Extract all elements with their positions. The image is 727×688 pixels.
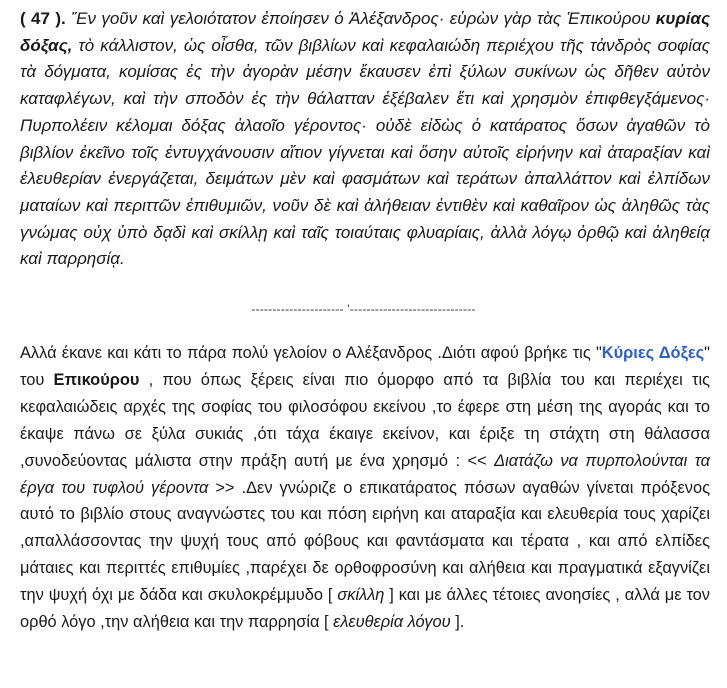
- section-separator: ---------------------- '------------------------------: [251, 302, 476, 316]
- skilli-term: σκίλλη: [337, 586, 385, 605]
- translation-part-2: " του: [20, 344, 710, 389]
- translation-part-5: ] και με άλλες τέτοιες ανοησίες , αλλά με τον ορθό λόγο ,την αλήθεια και την παρρησία [: [20, 586, 710, 632]
- translation-part-1: Αλλά έκανε και κάτι το πάρα πολύ γελοίον ο Αλέξανδρος .Διότι αφού βρήκε τις ": [20, 344, 602, 362]
- epikourou-name: Επικούρου: [53, 370, 140, 389]
- section-number: ( 47 ).: [20, 9, 66, 28]
- ancient-text-part-2: τὸ κάλλιστον, ὡς οἶσθα, τῶν βιβλίων καὶ κεφαλαιώδη περιέχου τῆς τἀνδρὸς σοφίας τὰ δόγματα, κομίσας ἐς τὴν ἀγορὰν μέσην ἔκαυσεν ἐπὶ ξύλων συκίνων ὡς δῆθεν αὐτὸν καταφλέγων, καὶ τὴν σποδὸν ἐς τὴν θάλατταν ἐξέβαλεν ἔτι καὶ χρησμὸν ἐπιφθεγξάμενος· Πυρπολέειν κέλομαι δόξας ἀλαοῖο γέροντος· οὐδὲ εἰδὼς ὁ κατάρατος ὅσων ἀγαθῶν τὸ βιβλίον ἐκεῖνο τοῖς ἐντυγχάνουσιν αἴτιον γίγνεται καὶ ὅσην αὐτοῖς εἰρήνην καὶ ἀταραξίαν καὶ ἐλευθερίαν ἐνεργάζεται, δειμάτων μὲν καὶ φασμάτων καὶ τεράτων ἀπαλλάττον καὶ ἐλπίδων ματαίων καὶ περιττῶν ἐπιθυμιῶν, νοῦν δὲ καὶ ἀλήθειαν ἐντιθὲν καὶ καθαῖρον ὡς ἀληθῶς τὰς γνώμας οὐχ ὑπὸ δᾳδὶ καὶ σκίλλῃ καὶ ταῖς τοιαύταις φλυαρίαις, ἀλλὰ λόγῳ ὀρθῷ καὶ ἀληθείᾳ καὶ παρρησίᾳ.: [20, 35, 710, 269]
- kyries-doxes-term: Κύριες Δόξες: [601, 344, 705, 362]
- translation-part-3: , που όπως ξέρεις είναι πιο όμορφο από τα βιβλία του και περιέχει τις κεφαλαιώδεις αρχές της σοφίας του φιλοσόφου εκείνου ,το έφερε στη μέση της αγοράς και το έκαψε πάνω σε ξύλα συκιάς ,ότι τάχα έκαιγε εκείνον, και έριξε τη στάχτη στη θάλασσα ,συνοδεύοντας μάλιστα στην πράξη αυτή με ένα χρησμό : <<: [20, 370, 710, 470]
- ancient-greek-paragraph: [20, 6, 710, 273]
- eleftheria-logou-term: ελευθερία λόγου: [333, 613, 451, 632]
- modern-greek-translation: [20, 340, 710, 636]
- ancient-text-part-1: Ἕν γοῦν καὶ γελοιότατον ἐποίησεν ὁ Ἀλέξανδρος· εὑρὼν γὰρ τὰς Ἐπικούρου: [65, 9, 656, 28]
- oracle-quote: Διατάζω να πυρπολούνται τα έργα του τυφλού γέροντα: [20, 451, 711, 497]
- translation-part-4: >> .Δεν γνώριζε ο επικατάρατος πόσων αγαθών γίνεται πρόξενος αυτό το βιβλίο στους αναγνώστες του και πόση ειρήνη και αταραξία και ελευθερία τους χαρίζει ,απαλλάσσοντας την ψυχή τους από φόβους και φαντάσματα και τέρατα , και από ελπίδες μάταιες και περιττές επιθυμίες ,παρέχει δε ορθοφροσύνη και αλήθεια και πραγματικά εξαγνίζει την ψυχή όχι με δάδα και σκυλοκρέμμυδο [: [20, 478, 710, 605]
- translation-part-6: ].: [450, 613, 465, 632]
- kyriai-doxai-term: κυρίας δόξας,: [20, 9, 710, 55]
